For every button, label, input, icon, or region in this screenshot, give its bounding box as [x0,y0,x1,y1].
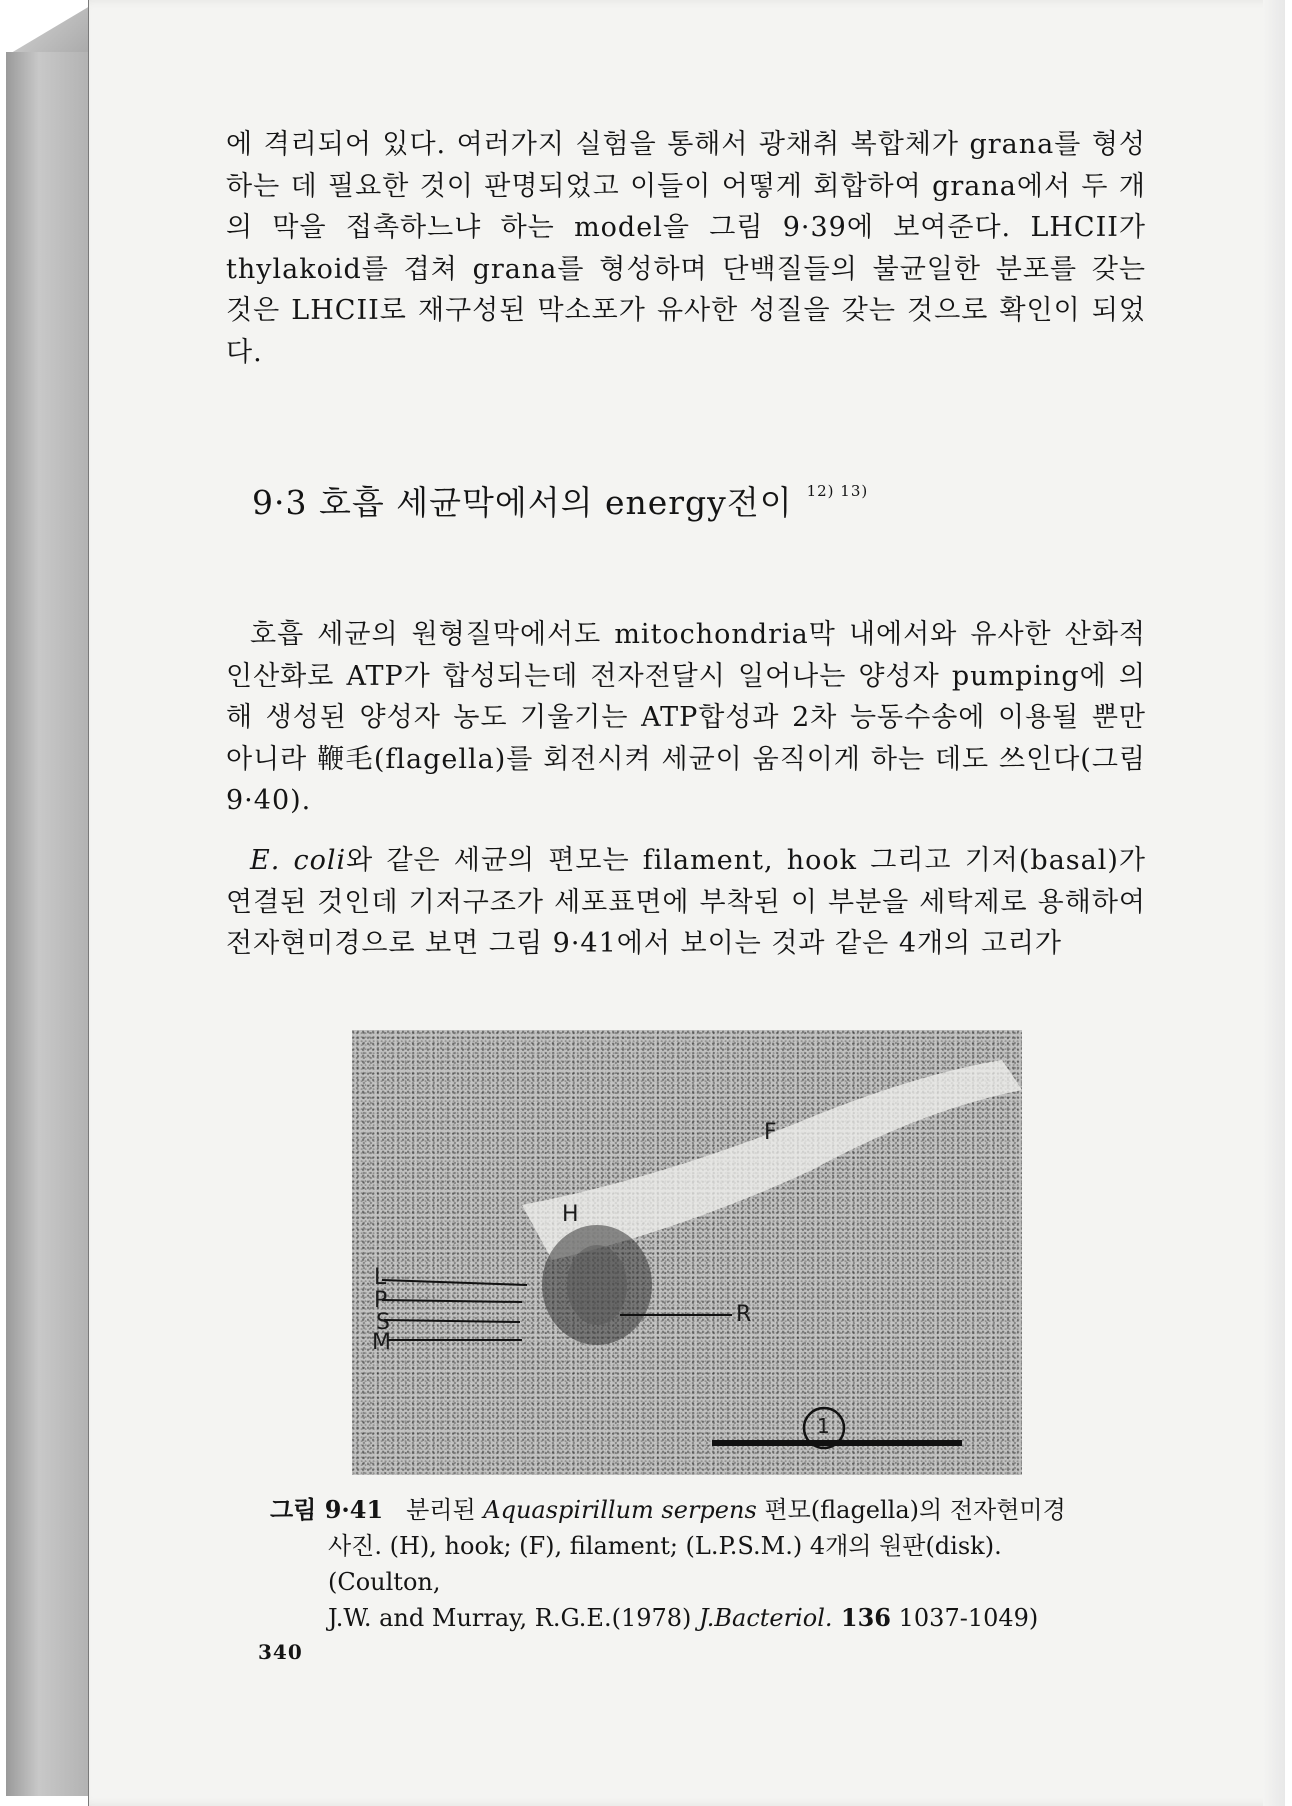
caption-species: Aquaspirillum serpens [483,1496,757,1524]
paragraph-respiration: 호흡 세균의 원형질막에서도 mitochondria막 내에서와 유사한 산화적 인산화로 ATP가 합성되는데 전자전달시 일어나는 양성자 pumping에 의해 생성된 양성자 농도 기울기는 ATP합성과 2차 능동수송에 이용될 뿐만 아니라 鞭毛(flagella)를 회전시켜 세균이 움직이게 하는 데도 쓰인다(그림 9·40). [226,619,1146,816]
section-heading-text: 9·3 호흡 세균막에서의 energy전이 [252,483,793,522]
figure-label-s: S [376,1310,390,1335]
paragraph-flagella: E. coli와 같은 세균의 편모는 filament, hook 그리고 기저(basal)가 연결된 것인데 기저구조가 세포표면에 부착된 이 부분을 세탁제로 용해하여 전자현미경으로 보면 그림 9·41에서 보이는 것과 같은 4개의 고리가 [226,845,1146,959]
page-edge-shade [1263,0,1285,1806]
caption-volume: 136 [832,1603,891,1632]
book-spine-side [6,52,88,1796]
figure-caption: 그림 9·41 분리된 Aquaspirillum serpens 편모(flagella)의 전자현미경 사진. (H), hook; (F), filament; (L.P.S.M.) 4개의 원판(disk). (Coulton, J.W. and Murray, R.G.E.(1978) J.Bacteriol. 136 1037-1049) [270,1492,1110,1636]
section-heading-refs: 12) 13) [806,482,869,500]
paragraph-intro: 에 격리되어 있다. 여러가지 실험을 통해서 광채취 복합체가 grana를 형성하는 데 필요한 것이 판명되었고 이들이 어떻게 회합하여 grana에서 두 개의 막을 접촉하느냐 하는 model을 그림 9·39에 보여준다. LHCII가 thylakoid를 겹쳐 grana를 형성하며 단백질들의 불균일한 분포를 갖는 것은 LHCII로 재구성된 막소포가 유사한 성질을 갖는 것으로 확인이 되었다. [226,129,1146,368]
book-top-edge [6,6,90,56]
species-ecoli: E. coli [250,845,347,876]
caption-figure-number: 그림 9·41 [270,1495,384,1524]
figure-label-m: M [372,1330,391,1355]
section-heading [252,477,868,524]
micrograph-drawing [352,1030,1022,1475]
figure-label-l: L [374,1265,387,1290]
figure-label-p: P [374,1288,388,1313]
figure-label-r: R [736,1302,752,1327]
caption-journal: J.Bacteriol. [699,1604,833,1632]
page-number: 340 [258,1640,303,1664]
figure-label-f: F [764,1120,777,1145]
figure-panel-number: 1 [817,1414,830,1438]
basal-core [567,1245,627,1325]
caption-line-3: J.W. and Murray, R.G.E.(1978) J.Bacteriol. 136 1037-1049) [328,1603,1039,1632]
caption-line-2: 사진. (H), hook; (F), filament; (L.P.S.M.) 4개의 원판(disk). (Coulton, [328,1532,1002,1596]
figure-label-h: H [562,1202,579,1227]
electron-micrograph-figure [352,1030,1022,1475]
